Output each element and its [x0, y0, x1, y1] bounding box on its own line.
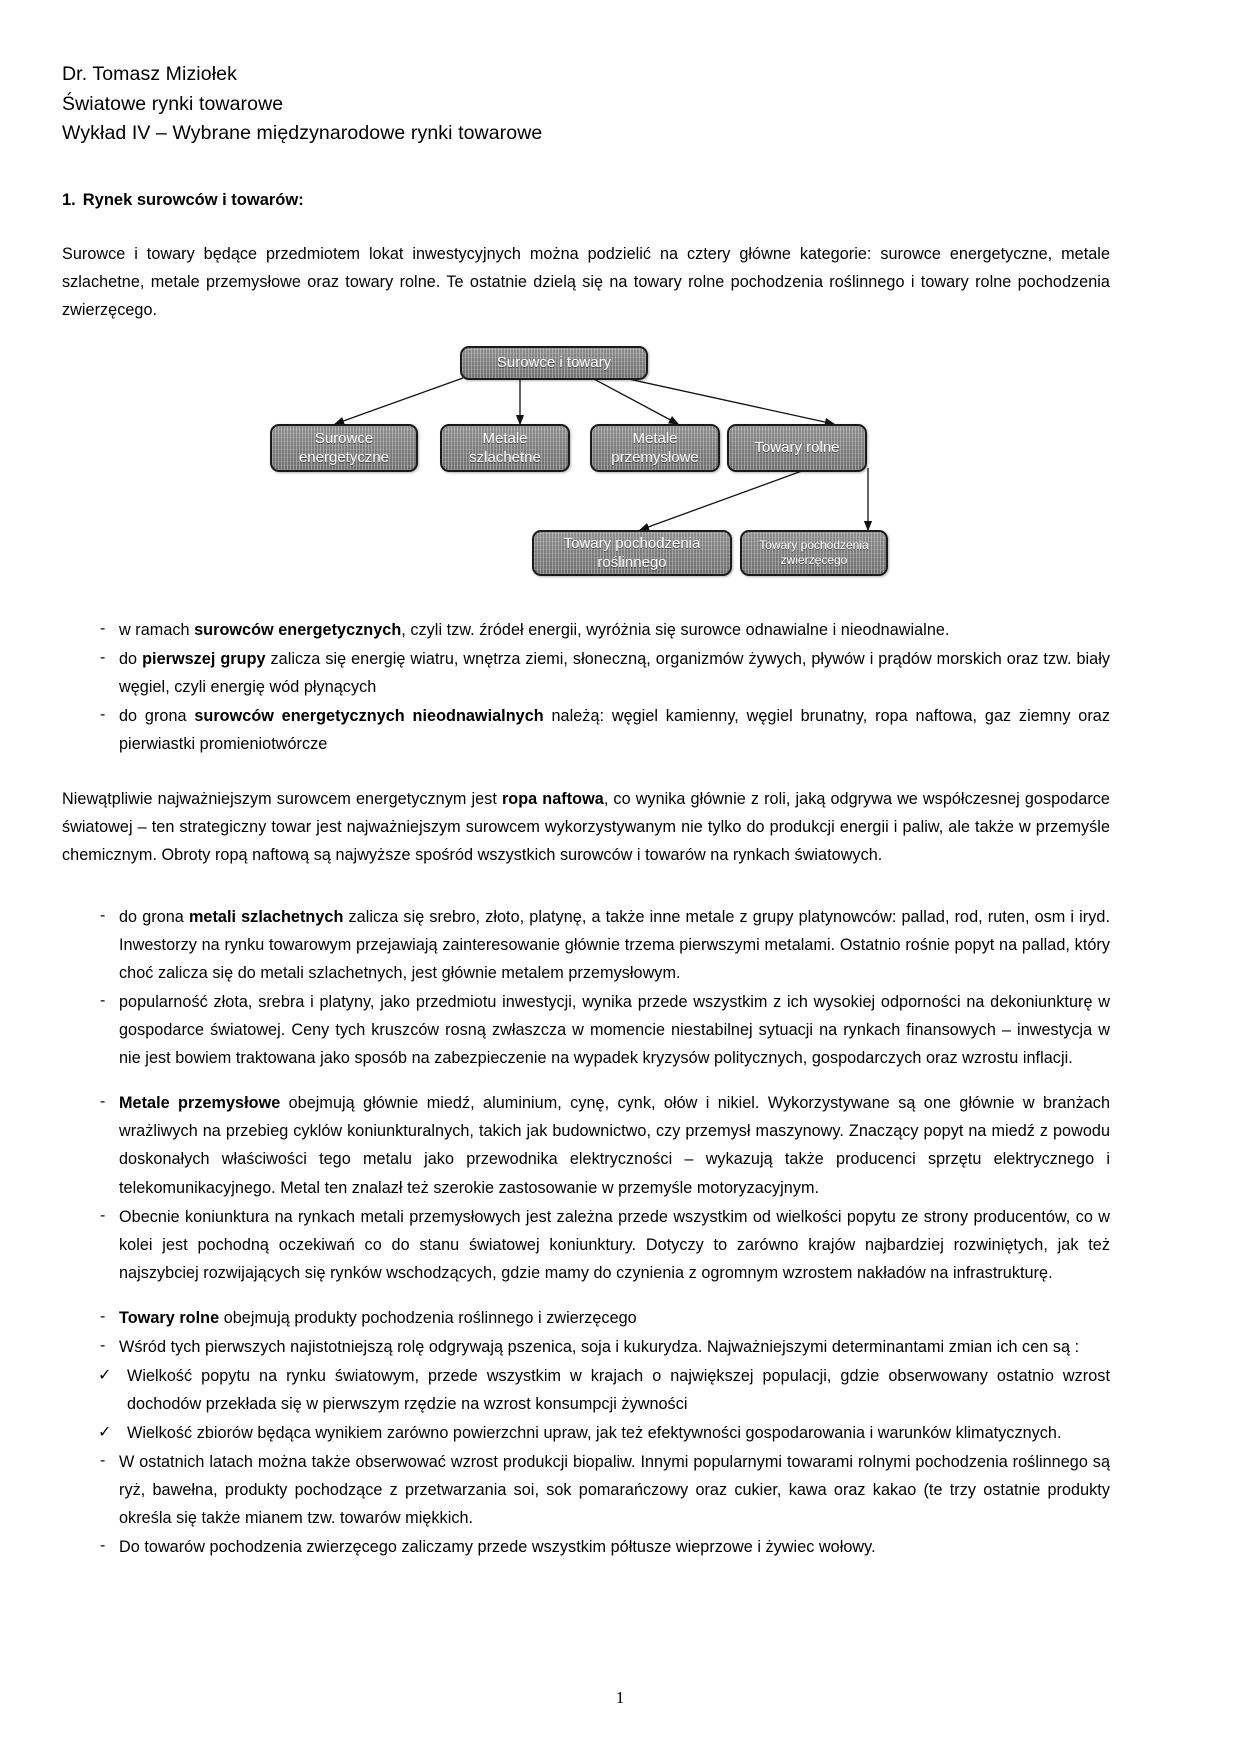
list-item: [62, 702, 1110, 758]
list-item: [62, 988, 1110, 1072]
list-item: [62, 1333, 1110, 1361]
bullet-text-pre: do grona: [119, 908, 189, 927]
paragraph-oil-post: , co wynika głównie z roli, jaką odgrywa we współczesnej gospodarce światowej – ten strategiczny towar jest najważniejszym surowcem wykorzystywanym nie tylko do produkcji energii i paliw, ale także w przemyśle chemicznym. Obroty ropą naftową są najwyższe spośród wszystkich surowców i towarów na rynkach światowych.: [62, 790, 1110, 865]
paragraph-oil-pre: Niewątpliwie najważniejszym surowcem energetycznym jest: [62, 790, 502, 809]
bullet-list-energy: [62, 616, 1110, 758]
connector-root-energy: [335, 378, 463, 424]
bullet-text-pre: do: [119, 650, 143, 668]
bullet-text-post: popularność złota, srebra i platyny, jako przedmiotu inwestycji, wynika przede wszystkim z ich wysokiej odporności na dekoniunkturę w gospodarce światowej. Ceny tych kruszców rosną zwłaszcza w momencie niestabilnej sytuacji na rynkach finansowych – inwestycja w nie jest bowiem traktowana jako sposób na zabezpieczenie na wypadek kryzysów politycznych, gospodarczych oraz wzrostu inflacji.: [119, 993, 1110, 1068]
bullet-text-pre: do grona: [119, 707, 195, 726]
bullet-text-bold: Metale przemysłowe: [119, 1094, 281, 1113]
bullet-text-bold: surowców energetycznych: [194, 620, 402, 639]
bullet-text-post: zalicza się energię wiatru, wnętrza ziemi, słoneczną, organizmów żywych, pływów i prądów morskich oraz tzw. biały węgiel, czyli energię wód płynących: [119, 650, 1111, 697]
section-number: 1.: [62, 190, 76, 209]
paragraph-oil-bold: ropa naftowa: [501, 790, 604, 809]
connector-root-agri: [624, 378, 834, 424]
diagram-node-root: Surowce i towary: [460, 346, 648, 380]
list-item: ✓ Wielkość popytu na rynku światowym, przede wszystkim w krajach o największej populacji, gdzie obserwowany ostatnio wzrost dochodów przekłada się w pierwszym rzędzie na wzrost konsumpcji żywności: [62, 1362, 1110, 1418]
list-item: - W ostatnich latach można także obserwować wzrost produkcji biopaliw. Innymi popularnymi towarami rolnymi pochodzenia roślinnego są ryż, bawełna, produkty pochodzące z przetwarzania soi, sok pomarańczowy oraz cukier, kawa oraz kakao (te trzy ostatnie produkty określa się także mianem tzw. towarów miękkich.: [62, 1448, 1110, 1532]
bullet-list-precious-metals: [62, 903, 1110, 1072]
checkmark-list-agricultural-determinants: [62, 1362, 1110, 1447]
list-item: [62, 903, 1110, 987]
commodity-taxonomy-diagram: [62, 346, 1110, 586]
connector-agri-plant: [640, 468, 810, 530]
bullet-text-post: obejmują produkty pochodzenia roślinnego i zwierzęcego: [219, 1308, 637, 1327]
diagram-node-plant-origin: Towary pochodzenia roślinnego: [532, 530, 732, 576]
list-item: [62, 1089, 1110, 1201]
document-header: [62, 60, 1110, 149]
bullet-list-agricultural-lead: [62, 1304, 1110, 1361]
page-number: 1: [615, 1688, 625, 1707]
bullet-text-bold: surowców energetycznych nieodnawialnych: [194, 707, 544, 726]
page-content: [62, 60, 1110, 1562]
paragraph-oil: [62, 785, 1110, 869]
bullet-text-post: Wśród tych pierwszych najistotniejszą rolę odgrywają pszenica, soja i kukurydza. Najważniejszymi determinantami zmian ich cen są :: [119, 1337, 1080, 1356]
diagram-node-industrial: Metale przemysłowe: [590, 424, 720, 472]
diagram-node-animal-origin: Towary pochodzenia zwierzęcego: [740, 530, 888, 576]
list-item: [62, 1203, 1110, 1287]
diagram-node-energy: Surowce energetyczne: [270, 424, 418, 472]
intro-paragraph: Surowce i towary będące przedmiotem lokat inwestycyjnych można podzielić na cztery główne kategorie: surowce energetyczne, metale szlachetne, metale przemysłowe oraz towary rolne. Te ostatnie dzielą się na towary rolne pochodzenia roślinnego i towary rolne pochodzenia zwierzęcego.: [62, 244, 1110, 319]
course-title-line: Światowe rynki towarowe: [62, 92, 284, 115]
bullet-text-post: zalicza się srebro, złoto, platynę, a także inne metale z grupy platynowców: pallad, rod, ruten, osm i iryd. Inwestorzy na rynku towarowym przejawiają zainteresowanie głównie trzema pierwszymi metalami. Ostatnio rośnie popyt na pallad, który choć zalicza się do metali szlachetnych, jest głównie metalem przemysłowym.: [119, 908, 1110, 983]
bullet-text-pre: w ramach: [119, 620, 195, 639]
list-item: [62, 645, 1110, 701]
diagram-node-agri: Towary rolne: [727, 424, 867, 472]
bullet-text-bold: metali szlachetnych: [188, 908, 344, 927]
list-item: ✓ Wielkość zbiorów będąca wynikiem zarówno powierzchni upraw, jak też efektywności gospodarowania i warunków klimatycznych.: [62, 1419, 1110, 1447]
connector-root-industrial2: [592, 378, 678, 424]
section-heading: [62, 191, 1110, 210]
bullet-list-agricultural-tail: [62, 1448, 1110, 1561]
diagram-node-precious: Metale szlachetne: [440, 424, 570, 472]
bullet-text-bold: pierwszej grupy: [142, 650, 266, 668]
lecture-title-line: Wykład IV – Wybrane międzynarodowe rynki towarowe: [62, 122, 543, 145]
list-item: [62, 1304, 1110, 1332]
list-item: - Do towarów pochodzenia zwierzęcego zaliczamy przede wszystkim półtusze wieprzowe i żywiec wołowy.: [62, 1533, 1110, 1561]
bullet-list-industrial-metals: [62, 1089, 1110, 1286]
bullet-text-bold: Towary rolne: [119, 1308, 220, 1327]
author-line: Dr. Tomasz Miziołek: [62, 63, 237, 85]
bullet-text-post: , czyli tzw. źródeł energii, wyróżnia się surowce odnawialne i nieodnawialne.: [401, 620, 950, 639]
section-title: Rynek surowców i towarów:: [82, 190, 304, 209]
bullet-text-post: należą: węgiel kamienny, węgiel brunatny, ropa naftowa, gaz ziemny oraz pierwiastki promieniotwórcze: [119, 707, 1110, 754]
bullet-text-post: Obecnie koniunktura na rynkach metali przemysłowych jest zależna przede wszystkim od wielkości popytu ze strony producentów, co w kolei jest pochodną oczekiwań co do stanu światowej koniunktury. Dotyczy to zarówno krajów najbardziej rozwiniętych, jak też najszybciej rozwijających się rynków wschodzących, gdzie mamy do czynienia z ogromnym wzrostem nakładów na infrastrukturę.: [119, 1207, 1110, 1282]
bullet-text-post: obejmują głównie miedź, aluminium, cynę, cynk, ołów i nikiel. Wykorzystywane są one głównie w branżach wrażliwych na przebieg cyklów koniunkturalnych, takich jak budownictwo, czy przemysł maszynowy. Znaczący popyt na miedź z powodu doskonałych właściwości tego metalu jako przewodnika elektryczności – wykazują także producenci sprzętu elektrycznego i telekomunikacyjnego. Metal ten znalazł też szerokie zastosowanie w przemyśle motoryzacyjnym.: [119, 1094, 1110, 1197]
list-item: [62, 616, 1110, 644]
